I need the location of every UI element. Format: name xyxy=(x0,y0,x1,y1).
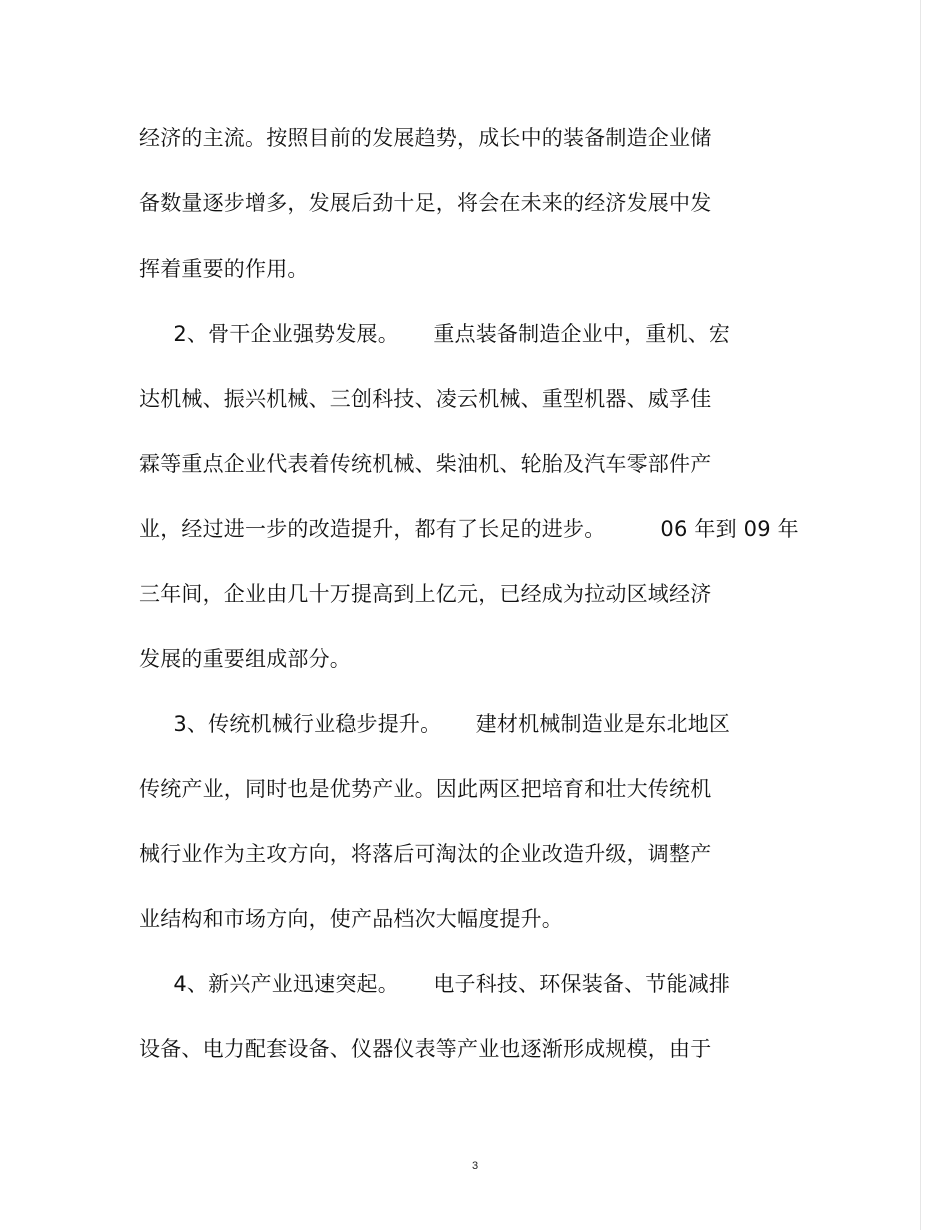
text-line: 传统产业，同时也是优势产业。因此两区把培育和壮大传统机 xyxy=(139,777,712,801)
page-number: 3 xyxy=(471,1160,479,1172)
text-line: 械行业作为主攻方向，将落后可淘汰的企业改造升级，调整产 xyxy=(139,842,712,866)
text-line: 业，经过进一步的改造提升，都有了长足的进步。 06 年到 09 年 xyxy=(139,517,799,541)
text-line: 挥着重要的作用。 xyxy=(139,257,309,281)
text-line: 业结构和市场方向，使产品档次大幅度提升。 xyxy=(139,907,563,931)
text-line: 三年间，企业由几十万提高到上亿元，已经成为拉动区域经济 xyxy=(139,582,712,606)
text-line: 发展的重要组成部分。 xyxy=(139,647,351,671)
text-line: 设备、电力配套设备、仪器仪表等产业也逐渐形成规模，由于 xyxy=(139,1037,712,1061)
text-line: 达机械、振兴机械、三创科技、凌云机械、重型机器、威孚佳 xyxy=(139,387,712,411)
text-line: 2、骨干企业强势发展。 重点装备制造企业中，重机、宏 xyxy=(139,322,731,346)
page-edge-divider xyxy=(920,0,921,1230)
text-line: 4、新兴产业迅速突起。 电子科技、环保装备、节能减排 xyxy=(139,972,731,996)
text-line: 3、传统机械行业稳步提升。 建材机械制造业是东北地区 xyxy=(139,712,731,736)
text-line: 霖等重点企业代表着传统机械、柴油机、轮胎及汽车零部件产 xyxy=(139,452,712,476)
text-line: 经济的主流。按照目前的发展趋势，成长中的装备制造企业储 xyxy=(139,126,712,150)
text-line: 备数量逐步增多，发展后劲十足，将会在未来的经济发展中发 xyxy=(139,191,712,215)
